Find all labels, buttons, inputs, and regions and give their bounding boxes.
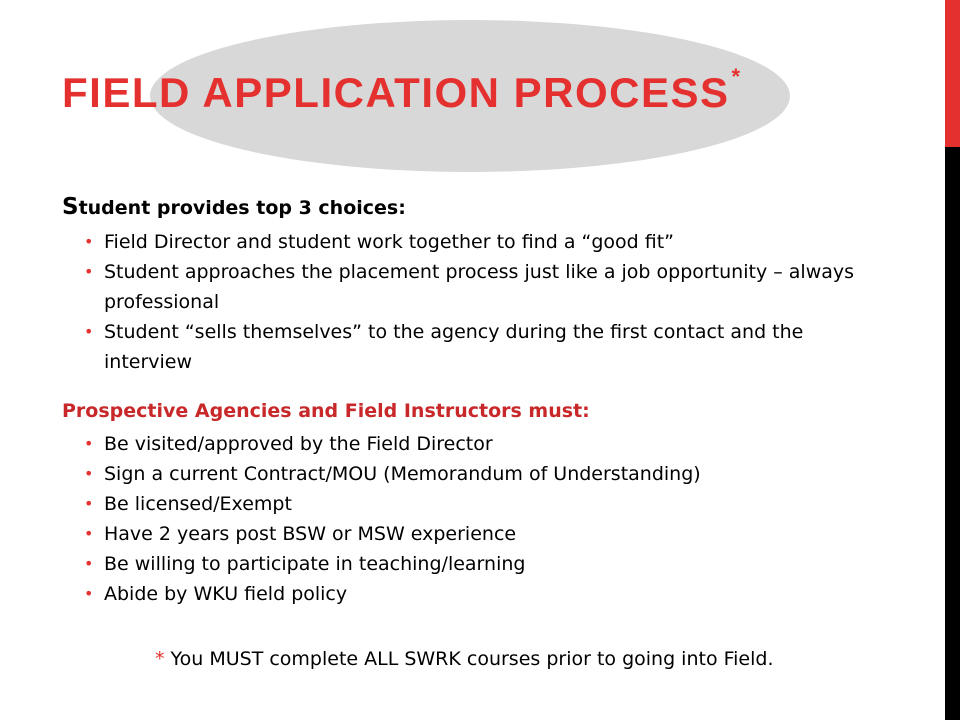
list-item xyxy=(62,519,862,549)
bullet-icon: • xyxy=(84,463,94,483)
title-asterisk: * xyxy=(731,64,742,89)
list-item xyxy=(62,489,862,519)
agencies-list xyxy=(62,429,862,609)
slide-body xyxy=(62,192,862,609)
list-item-text: Be licensed/Exempt xyxy=(104,492,292,515)
heading-rest: tudent provides top 3 choices: xyxy=(78,197,406,219)
bullet-icon: • xyxy=(84,493,94,513)
section-heading-student xyxy=(62,192,862,223)
footnote-text: You MUST complete ALL SWRK courses prior to going into Field. xyxy=(164,648,774,670)
list-item-text: Have 2 years post BSW or MSW experience xyxy=(104,522,517,545)
bullet-icon: • xyxy=(84,232,94,252)
list-item xyxy=(62,227,862,257)
footnote-asterisk: * xyxy=(155,648,165,670)
list-item-text: Sign a current Contract/MOU (Memorandum of Understanding) xyxy=(104,462,701,485)
list-item xyxy=(62,317,862,377)
student-list xyxy=(62,227,862,377)
list-item-text: Abide by WKU field policy xyxy=(104,582,348,605)
bullet-icon: • xyxy=(84,433,94,453)
list-item xyxy=(62,579,862,609)
footnote xyxy=(155,648,774,670)
list-item-text: Be visited/approved by the Field Director xyxy=(104,432,493,455)
list-item-text: Student “sells themselves” to the agency during the first contact and the interview xyxy=(104,321,804,374)
bullet-icon: • xyxy=(84,322,94,342)
slide-title-text: FIELD APPLICATION PROCESS xyxy=(62,69,730,116)
bullet-icon: • xyxy=(84,523,94,543)
list-item-text: Field Director and student work together to find a “good fit” xyxy=(104,231,675,254)
list-item xyxy=(62,459,862,489)
heading-first-letter: S xyxy=(62,194,79,220)
slide-title xyxy=(62,64,742,116)
accent-bar-red xyxy=(945,0,960,147)
list-item xyxy=(62,549,862,579)
list-item-text: Student approaches the placement process just like a job opportunity – always professional xyxy=(104,261,855,314)
bullet-icon: • xyxy=(84,553,94,573)
list-item-text: Be willing to participate in teaching/learning xyxy=(104,552,526,575)
list-item xyxy=(62,429,862,459)
accent-bar-black xyxy=(945,147,960,720)
bullet-icon: • xyxy=(84,262,94,282)
bullet-icon: • xyxy=(84,583,94,603)
section-heading-agencies: Prospective Agencies and Field Instructors must: xyxy=(62,400,590,423)
list-item xyxy=(62,257,862,317)
